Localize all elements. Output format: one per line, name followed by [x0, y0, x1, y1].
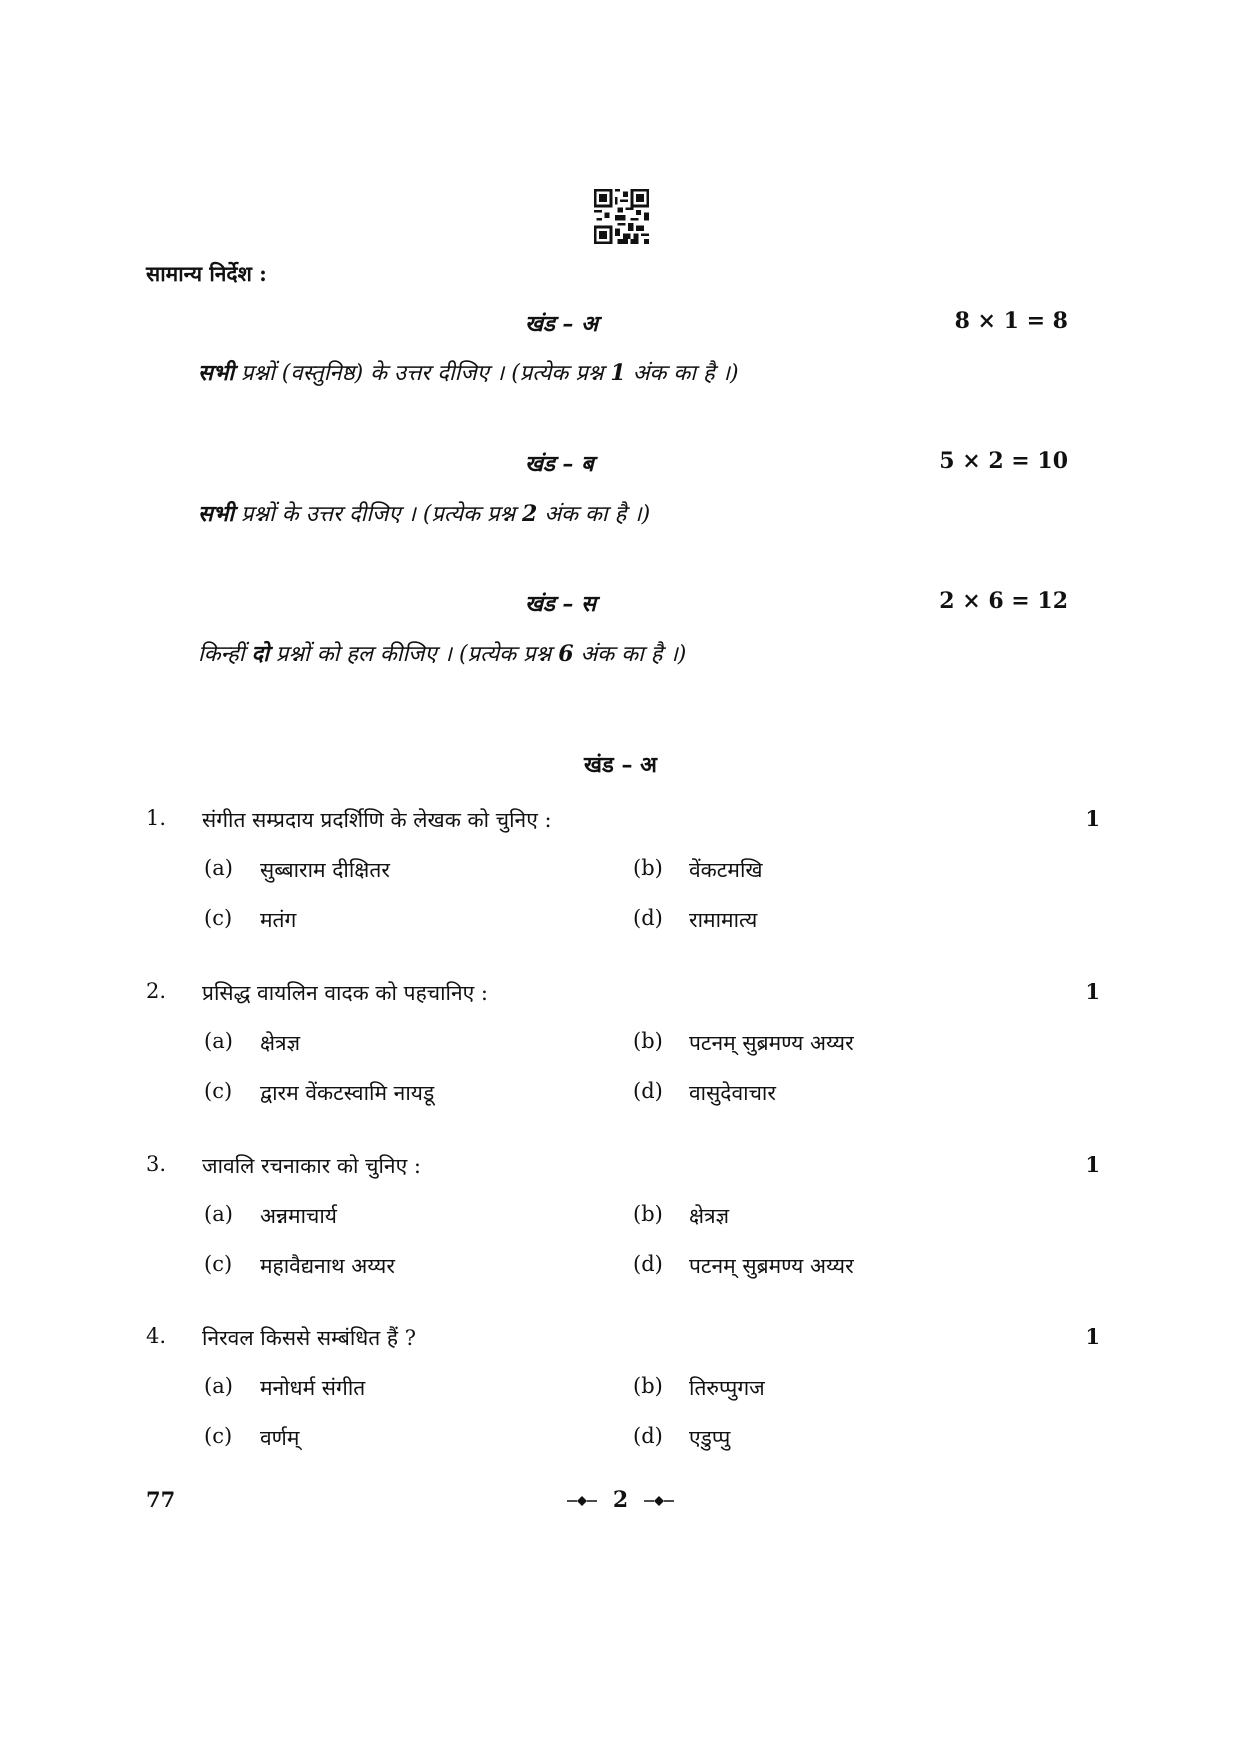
question-3-number: 3.	[146, 1152, 167, 1176]
q4-option-a-text: मनोधर्म संगीत	[260, 1376, 366, 1400]
question-1-number: 1.	[146, 806, 167, 830]
q4-option-b-label: (b)	[633, 1374, 663, 1398]
q2-option-b-label: (b)	[633, 1029, 663, 1053]
question-1-text: संगीत सम्प्रदाय प्रदर्शिणि के लेखक को चुनिए :	[202, 808, 552, 832]
q1-option-d-text: रामामात्य	[689, 908, 758, 932]
q2-option-d-label: (d)	[633, 1079, 663, 1103]
q3-option-a-label: (a)	[204, 1202, 233, 1226]
section-c-heading: खंड – स	[525, 591, 596, 617]
q3-option-b-label: (b)	[633, 1202, 663, 1226]
q4-option-a-label: (a)	[204, 1374, 233, 1398]
general-instructions-title: सामान्य निर्देश :	[146, 261, 267, 286]
section-b-instruction: सभी प्रश्नों के उत्तर दीजिए । (प्रत्येक प्रश्न 2 अंक का है ।)	[198, 501, 651, 527]
q3-option-d-text: पटनम् सुब्रमण्य अय्यर	[689, 1254, 854, 1278]
q1-option-d-label: (d)	[633, 906, 663, 930]
q2-option-b-text: पटनम् सुब्रमण्य अय्यर	[689, 1031, 854, 1055]
question-4-number: 4.	[146, 1324, 167, 1348]
part-a-heading: खंड – अ	[584, 752, 657, 778]
q1-option-b-label: (b)	[633, 856, 663, 880]
q2-option-c-text: द्वारम वेंकटस्वामि नायडू	[260, 1081, 435, 1105]
question-4-marks: 1	[1085, 1324, 1100, 1349]
q4-option-c-label: (c)	[204, 1424, 233, 1448]
question-4-text: निरवल किससे सम्बंधित हैं ?	[202, 1326, 417, 1350]
qr-code	[594, 189, 649, 244]
q3-option-b-text: क्षेत्रज्ञ	[689, 1204, 730, 1228]
question-2-text: प्रसिद्ध वायलिन वादक को पहचानिए :	[202, 981, 488, 1005]
q2-option-c-label: (c)	[204, 1079, 233, 1103]
question-3-marks: 1	[1085, 1152, 1100, 1177]
page-number: 2	[612, 1487, 629, 1513]
section-b-heading: खंड – ब	[525, 451, 594, 477]
q2-option-d-text: वासुदेवाचार	[689, 1081, 776, 1105]
q1-option-a-text: सुब्बाराम दीक्षितर	[260, 858, 390, 882]
q4-option-c-text: वर्णम्	[260, 1426, 300, 1450]
q4-option-b-text: तिरुप्पुगज	[689, 1376, 765, 1400]
q1-option-c-label: (c)	[204, 906, 233, 930]
section-a-instruction: सभी प्रश्नों (वस्तुनिष्ठ) के उत्तर दीजिए । (प्रत्येक प्रश्न 1 अंक का है ।)	[198, 360, 739, 386]
section-a-marks: 8 × 1 = 8	[954, 308, 1068, 334]
q4-option-d-text: एडुप्पु	[689, 1426, 731, 1450]
section-a-heading: खंड – अ	[525, 311, 598, 337]
question-2-number: 2.	[146, 979, 167, 1003]
q1-option-a-label: (a)	[204, 856, 233, 880]
page-number-block	[0, 1487, 1241, 1513]
question-3-text: जावलि रचनाकार को चुनिए :	[202, 1154, 421, 1178]
q2-option-a-text: क्षेत्रज्ञ	[260, 1031, 301, 1055]
ornament-left-icon	[567, 1495, 597, 1507]
q3-option-a-text: अन्नमाचार्य	[260, 1204, 337, 1228]
ornament-right-icon	[644, 1495, 674, 1507]
section-c-instruction: किन्हीं दो प्रश्नों को हल कीजिए । (प्रत्येक प्रश्न 6 अंक का है ।)	[198, 641, 687, 667]
q3-option-d-label: (d)	[633, 1252, 663, 1276]
q4-option-d-label: (d)	[633, 1424, 663, 1448]
q2-option-a-label: (a)	[204, 1029, 233, 1053]
q1-option-b-text: वेंकटमखि	[689, 858, 763, 882]
paper-code: 77	[146, 1487, 176, 1512]
question-1-marks: 1	[1085, 806, 1100, 831]
section-c-marks: 2 × 6 = 12	[939, 588, 1068, 614]
q3-option-c-label: (c)	[204, 1252, 233, 1276]
question-2-marks: 1	[1085, 979, 1100, 1004]
q3-option-c-text: महावैद्यनाथ अय्यर	[260, 1254, 395, 1278]
q1-option-c-text: मतंग	[260, 908, 297, 932]
section-b-marks: 5 × 2 = 10	[939, 448, 1068, 474]
